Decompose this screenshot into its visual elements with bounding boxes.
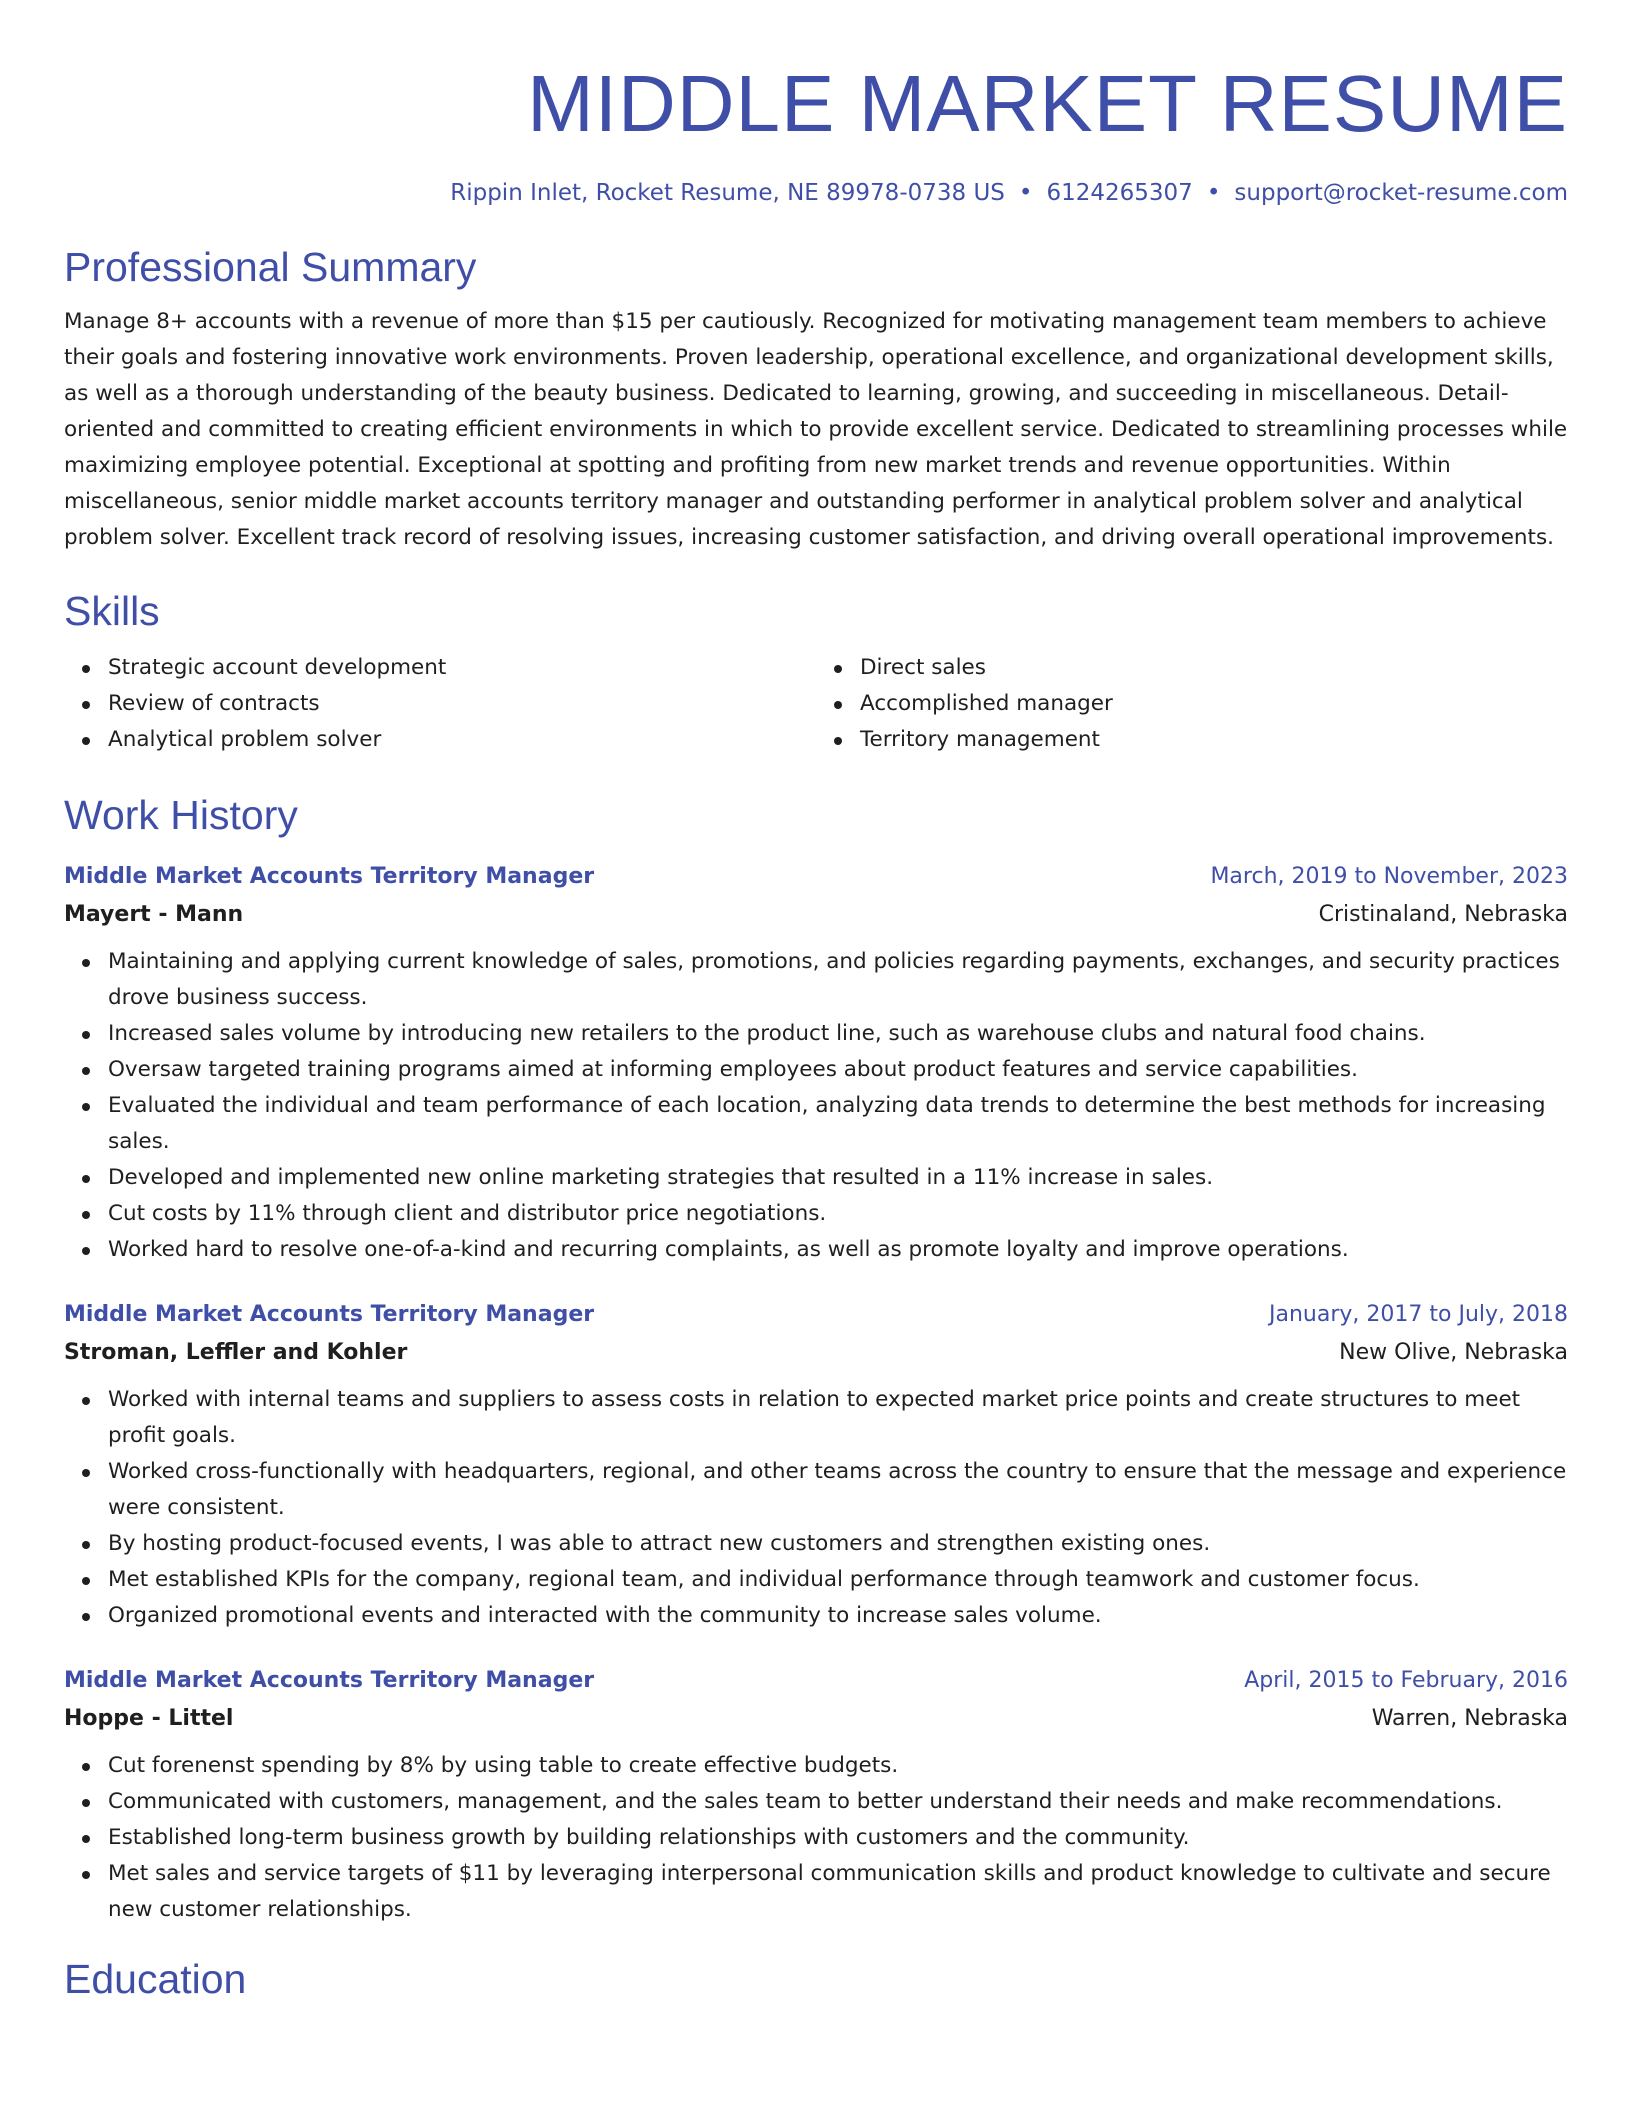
job-bullet: Established long-term business growth by building relationships with customers and the community. [108, 1820, 1568, 1856]
job-subheader [64, 1704, 1568, 1734]
job-header [64, 1300, 1568, 1330]
job-dates: April, 2015 to February, 2016 [1244, 1668, 1568, 1693]
job-bullet: Cut forenenst spending by 8% by using table to create effective budgets. [108, 1748, 1568, 1784]
job-bullet: Developed and implemented new online marketing strategies that resulted in a 11% increase in sales. [108, 1160, 1568, 1196]
job-bullet: Oversaw targeted training programs aimed at informing employees about product features and service capabilities. [108, 1052, 1568, 1088]
job-bullet: Worked with internal teams and suppliers to assess costs in relation to expected market price points and create structures to meet profit goals. [108, 1382, 1568, 1454]
job-subheader [64, 900, 1568, 930]
education-heading: Education [64, 1956, 247, 2002]
job-bullet: Increased sales volume by introducing new retailers to the product line, such as warehouse clubs and natural food chains. [108, 1016, 1568, 1052]
skill-item: Direct sales [860, 650, 1568, 686]
skill-item: Analytical problem solver [108, 722, 816, 758]
company-name: Stroman, Leffler and Kohler [64, 1340, 408, 1365]
job-bullet: Evaluated the individual and team performance of each location, analyzing data trends to determine the best methods for increasing sales. [108, 1088, 1568, 1160]
job-bullet: Cut costs by 11% through client and distributor price negotiations. [108, 1196, 1568, 1232]
summary-text: Manage 8+ accounts with a revenue of more than $15 per cautiously. Recognized for motivating management team members to achieve their goals and fostering innovative work environments. Proven leadership, operational excellence, and organizational development skills, as well as a thorough understanding of the beauty business. Dedicated to learning, growing, and succeeding in miscellaneous. Detail-oriented and committed to creating efficient environments in which to provide excellent service. Dedicated to streamlining processes while maximizing employee potential. Exceptional at spotting and profiting from new market trends and revenue opportunities. Within miscellaneous, senior middle market accounts territory manager and outstanding performer in analytical problem solver and analytical problem solver. Excellent track record of resolving issues, increasing customer satisfaction, and driving overall operational improvements. [64, 309, 1568, 550]
job-bullet: Maintaining and applying current knowledge of sales, promotions, and policies regarding payments, exchanges, and security practices drove business success. [108, 944, 1568, 1016]
summary-heading: Professional Summary [64, 244, 477, 290]
job-title: Middle Market Accounts Territory Manager [64, 1668, 595, 1693]
address: Rippin Inlet, Rocket Resume, NE 89978-0738 US [450, 180, 1005, 206]
job-entry [64, 1300, 1568, 1634]
resume-name: MIDDLE MARKET RESUME [527, 59, 1568, 148]
job-bullets [64, 1382, 1568, 1634]
job-bullet: Organized promotional events and interacted with the community to increase sales volume. [108, 1598, 1568, 1634]
skill-item: Accomplished manager [860, 686, 1568, 722]
skills-heading: Skills [64, 588, 160, 634]
job-entry [64, 862, 1568, 1268]
skills-list [64, 650, 1568, 758]
job-bullet: By hosting product-focused events, I was able to attract new customers and strengthen existing ones. [108, 1526, 1568, 1562]
job-bullet: Worked hard to resolve one-of-a-kind and recurring complaints, as well as promote loyalty and improve operations. [108, 1232, 1568, 1268]
contact-line [64, 178, 1568, 208]
job-dates: January, 2017 to July, 2018 [1269, 1302, 1568, 1327]
job-header [64, 862, 1568, 892]
contact-separator: • [1018, 180, 1033, 206]
company-name: Hoppe - Littel [64, 1706, 234, 1731]
job-bullet: Worked cross-functionally with headquarters, regional, and other teams across the country to ensure that the message and experience were consistent. [108, 1454, 1568, 1526]
contact-separator: • [1206, 180, 1221, 206]
resume-header [64, 56, 1568, 208]
work-history-heading: Work History [64, 792, 298, 838]
job-bullets [64, 1748, 1568, 1928]
job-title: Middle Market Accounts Territory Manager [64, 864, 595, 889]
job-location: New Olive, Nebraska [1339, 1340, 1568, 1365]
job-bullet: Met established KPIs for the company, regional team, and individual performance through teamwork and customer focus. [108, 1562, 1568, 1598]
skill-item: Review of contracts [108, 686, 816, 722]
skill-item: Territory management [860, 722, 1568, 758]
job-location: Cristinaland, Nebraska [1318, 902, 1568, 927]
job-entry [64, 1666, 1568, 1928]
job-bullets [64, 944, 1568, 1268]
skills-column-right [816, 650, 1568, 758]
email: support@rocket-resume.com [1234, 180, 1568, 206]
job-bullet: Communicated with customers, management, and the sales team to better understand their needs and make recommendations. [108, 1784, 1568, 1820]
job-subheader [64, 1338, 1568, 1368]
job-bullet: Met sales and service targets of $11 by leveraging interpersonal communication skills and product knowledge to cultivate and secure new customer relationships. [108, 1856, 1568, 1928]
job-dates: March, 2019 to November, 2023 [1210, 864, 1568, 889]
job-header [64, 1666, 1568, 1696]
job-location: Warren, Nebraska [1371, 1706, 1568, 1731]
job-title: Middle Market Accounts Territory Manager [64, 1302, 595, 1327]
skill-item: Strategic account development [108, 650, 816, 686]
skills-column-left [64, 650, 816, 758]
company-name: Mayert - Mann [64, 902, 244, 927]
phone: 6124265307 [1046, 180, 1193, 206]
